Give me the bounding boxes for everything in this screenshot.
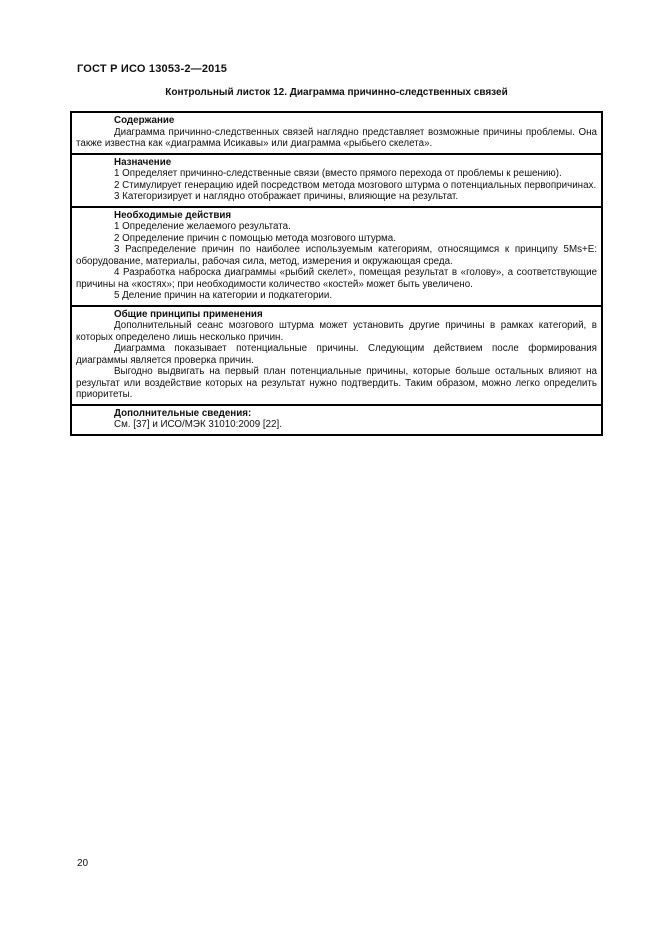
section-heading: Назначение (114, 156, 172, 168)
section-paragraph: 2 Стимулирует генерацию идей посредством метода мозгового штурма о потенциальных первопричинах. (114, 179, 597, 191)
table-section (72, 206, 601, 305)
table-section (72, 305, 601, 404)
section-heading: Дополнительные сведения: (114, 407, 252, 419)
checklist-title: Контрольный листок 12. Диаграмма причинно-следственных связей (165, 87, 508, 98)
checklist-table (70, 111, 603, 436)
section-paragraph: 2 Определение причин с помощью метода мозгового штурма. (114, 232, 396, 244)
table-section (72, 404, 601, 434)
section-paragraph: Выгодно выдвигать на первый план потенциальные причины, которые больше остальных влияют на результат или воздействие которых на результат нужно подтвердить. Таким образом, можно легко определить приоритеты. (76, 366, 597, 400)
section-paragraph: 1 Определение желаемого результата. (114, 221, 291, 232)
section-paragraph: 3 Категоризирует и наглядно отображает причины, влияющие на результат. (114, 191, 459, 202)
section-paragraph: 4 Разработка наброска диаграммы «рыбий скелет», помещая результат в «голову», а соответствующие причины на «костях»; при необходимости количество «костей» может быть увеличено. (76, 267, 597, 290)
section-heading: Общие принципы применения (114, 308, 263, 320)
section-paragraph: 1 Определяет причинно-следственные связи (вместо прямого перехода от проблемы к решению). (114, 168, 562, 179)
section-paragraph: См. [37] и ИСО/МЭК 31010:2009 [22]. (114, 419, 282, 430)
section-paragraph: 3 Распределение причин по наиболее используемым категориям, относящимся к принципу 5Ms+E: оборудование, материалы, рабочая сила, метод, измерения и окружающая среда. (76, 244, 597, 267)
section-paragraph: Диаграмма показывает потенциальные причины. Следующим действием после формирования диаграммы является проверка причин. (76, 343, 597, 366)
table-section (72, 153, 601, 206)
section-heading: Необходимые действия (114, 209, 232, 221)
page-number: 20 (77, 858, 89, 869)
section-paragraph: 5 Деление причин на категории и подкатегории. (114, 290, 333, 301)
table-section (72, 113, 601, 153)
section-heading: Содержание (114, 115, 175, 126)
document-header: ГОСТ Р ИСО 13053-2—2015 (77, 63, 228, 75)
section-paragraph: Диаграмма причинно-следственных связей наглядно представляет возможные причины проблемы. Она также известна как «диаграмма Исикавы» или диаграмма «рыбьего скелета». (76, 126, 597, 149)
section-paragraph: Дополнительный сеанс мозгового штурма может установить другие причины в рамках категорий, в которых определено лишь несколько причин. (76, 320, 597, 343)
